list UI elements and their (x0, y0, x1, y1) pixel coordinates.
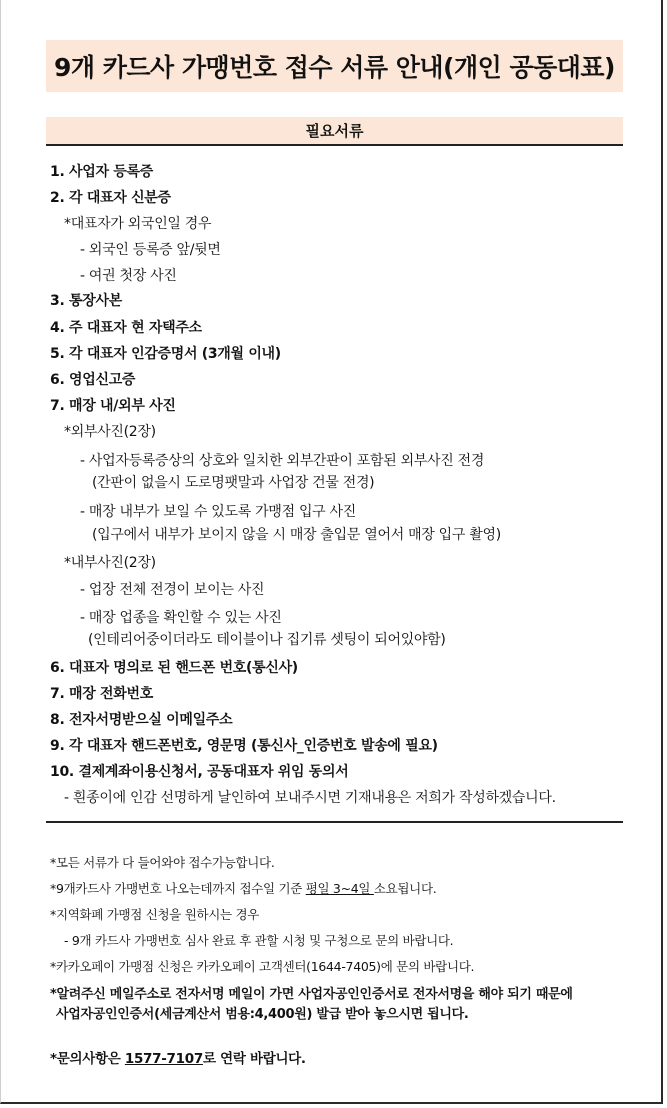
list-subitem: *외부사진(2장) (64, 424, 156, 440)
page-title: 9개 카드사 가맹번호 접수 서류 안내(개인 공동대표) (54, 53, 615, 82)
list-subitem: - 외국인 등록증 앞/뒷면 (80, 242, 221, 258)
list-item: 3. 통장사본 (50, 293, 122, 309)
note (50, 879, 436, 897)
list-subitem: - 여권 첫장 사진 (80, 268, 177, 284)
list-item: 7. 매장 전화번호 (50, 686, 153, 702)
list-subitem: (입구에서 내부가 보이지 않을 시 매장 출입문 열어서 매장 입구 촬영) (92, 527, 501, 543)
list-item: 8. 전자서명받으실 이메일주소 (50, 712, 233, 728)
list-subitem: - 사업자등록증상의 상호와 일치한 외부간판이 포함된 외부사진 전경 (80, 453, 485, 469)
list-item: 4. 주 대표자 현 자택주소 (50, 320, 202, 336)
note: 사업자공인인증서(세금계산서 범용:4,400원) 발급 받아 놓으시면 됩니다. (56, 1007, 469, 1022)
note: *알려주신 메일주소로 전자서명 메일이 가면 사업자공인인증서로 전자서명을 해야 되기 때문에 (50, 987, 573, 1002)
section-header: 필요서류 (46, 117, 623, 146)
note-text: *문의사항은 (50, 1051, 125, 1067)
list-item: 7. 매장 내/외부 사진 (50, 398, 176, 414)
phone-number: 1577-7107 (124, 1051, 203, 1067)
list-subitem: *내부사진(2장) (64, 555, 156, 571)
list-subitem: (인테리어중이더라도 테이블이나 집기류 셋팅이 되어있야함) (88, 632, 446, 648)
note: *지역화폐 가맹점 신청을 원하시는 경우 (50, 907, 260, 922)
note-text: *9개카드사 가맹번호 나오는데까지 접수일 기준 (50, 881, 306, 896)
note: *모든 서류가 다 들어와야 접수가능합니다. (50, 855, 275, 870)
list-item: 2. 각 대표자 신분증 (50, 190, 171, 206)
list-item: 6. 대표자 명의로 된 핸드폰 번호(통신사) (50, 660, 298, 676)
note: *카카오페이 가맹점 신청은 카카오페이 고객센터(1644-7405)에 문의 바랍니다. (50, 959, 475, 974)
list-item: 5. 각 대표자 인감증명서 (3개월 이내) (50, 346, 281, 362)
list-subitem: - 업장 전체 전경이 보이는 사진 (80, 582, 265, 598)
note: - 9개 카드사 가맹번호 심사 완료 후 관할 시청 및 구청으로 문의 바랍니다. (64, 933, 454, 948)
list-subitem: *대표자가 외국인일 경우 (64, 216, 212, 232)
divider (46, 821, 623, 823)
title-banner (46, 40, 623, 92)
note-emphasis: 평일 3~4일 (305, 881, 374, 896)
note-text: 로 연락 바랍니다. (202, 1051, 306, 1067)
contact-note (50, 1047, 306, 1067)
list-item: 6. 영업신고증 (50, 372, 136, 388)
list-subitem: - 매장 내부가 보일 수 있도록 가맹점 입구 사진 (80, 504, 356, 520)
list-subitem: - 매장 업종을 확인할 수 있는 사진 (80, 610, 282, 626)
list-subitem: - 흰종이에 인감 선명하게 날인하여 보내주시면 기재내용은 저희가 작성하겠습니다. (64, 790, 556, 806)
list-item: 1. 사업자 등록증 (50, 164, 153, 180)
list-subitem: (간판이 없을시 도로명팻말과 사업장 건물 전경) (92, 475, 375, 491)
list-item: 9. 각 대표자 핸드폰번호, 영문명 (통신사_인증번호 발송에 필요) (50, 738, 438, 754)
list-item: 10. 결제계좌이용신청서, 공동대표자 위임 동의서 (50, 764, 349, 780)
note-text: 소요됩니다. (373, 881, 437, 896)
